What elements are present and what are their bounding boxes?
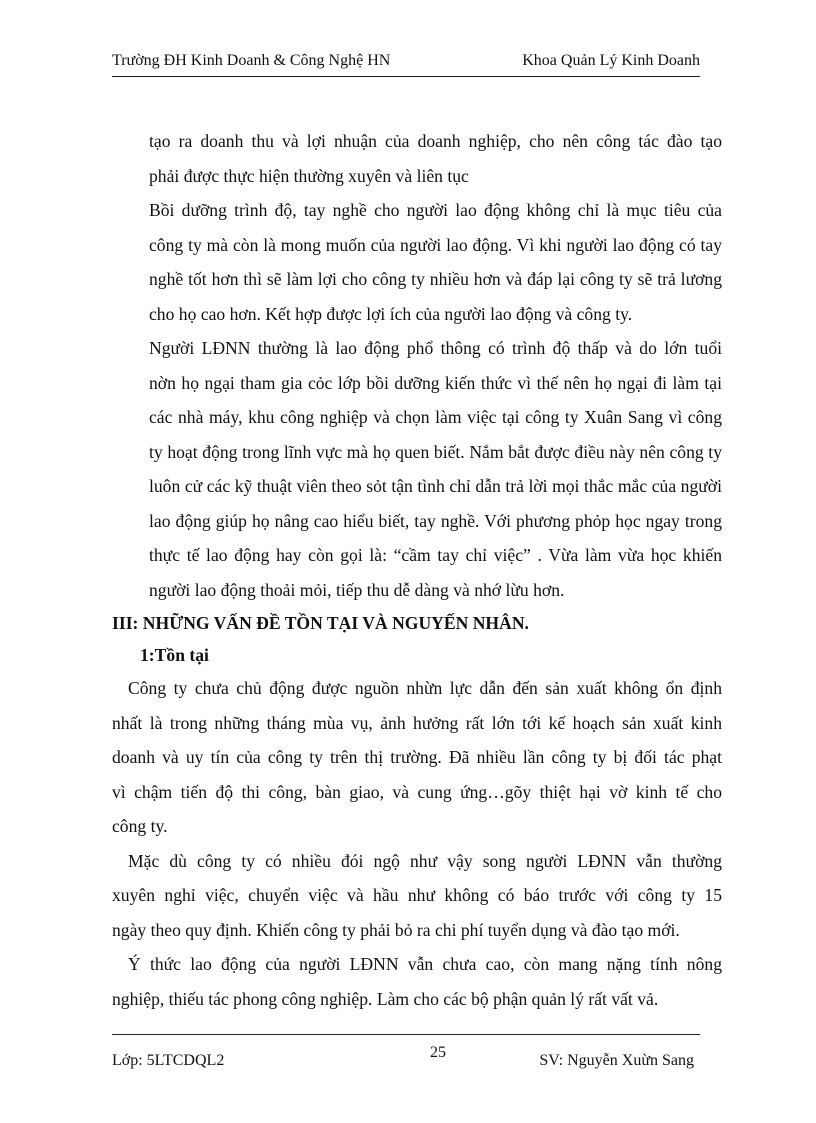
text-line: công ty mà còn là mong muốn của người lao động. Vì khi người lao động có tay	[149, 234, 722, 255]
text-line: các nhà máy, khu công nghiệp và chọn làm việc tại công ty Xuân Sang vì công	[149, 407, 722, 427]
footer-class: Lớp: 5LTCDQL2	[112, 1052, 225, 1069]
text-line: phải được thực hiện thường xuyên và liên tục	[149, 165, 469, 186]
text-line: cho họ cao hơn. Kết hợp được lợi ích của người lao động và công ty.	[149, 303, 633, 324]
document-body	[112, 124, 722, 1016]
text-line: nhất là trong những tháng mùa vụ, ảnh hưởng rất lớn tới kế hoạch sản xuất kinh	[112, 712, 722, 733]
footer-student: SV: Nguyễn Xuừn Sang	[539, 1052, 694, 1069]
text-line: nờn họ ngại tham gia cỏc lớp bồi dưỡng kiến thức vì thế nên họ ngại đi làm tại	[149, 372, 722, 393]
text-line: tạo ra doanh thu và lợi nhuận của doanh nghiệp, cho nên công tác đào tạo	[149, 131, 722, 151]
header-faculty: Khoa Quản Lý Kinh Doanh	[522, 52, 700, 69]
text-line: Bồi dưỡng trình độ, tay nghề cho người lao động không chỉ là mục tiêu của	[149, 200, 722, 220]
text-line: thực tế lao động hay còn gọi là: “cầm tay chỉ việc” . Vừa làm vừa học khiến	[149, 545, 722, 565]
paragraph-awareness	[112, 947, 722, 1016]
text-line: vì chậm tiến độ thi công, bàn giao, và cung ứng…gõy thiệt hại vờ kinh tế cho	[112, 781, 722, 802]
header-university: Trường ĐH Kinh Doanh & Công Nghệ HN	[112, 52, 391, 69]
text-line: Người LĐNN thường là lao động phổ thông có trình độ thấp và do lớn tuổi	[149, 338, 722, 358]
page-footer	[112, 1044, 700, 1074]
text-line: ngày theo quy định. Khiến công ty phải bỏ ra chi phí tuyển dụng và đào tạo mới.	[112, 919, 680, 940]
paragraph-workers	[112, 331, 722, 607]
text-line: nghề tốt hơn thì sẽ làm lợi cho công ty nhiều hơn và đáp lại công ty sẽ trả lương	[149, 269, 722, 289]
subsection-heading: 1:Tồn tại	[140, 645, 209, 665]
text-line: doanh và uy tín của công ty trên thị trường. Đã nhiều lần công ty bị đối tác phạt	[112, 747, 722, 767]
paragraph-skills	[112, 193, 722, 331]
text-line: công ty.	[112, 816, 168, 836]
page-number: 25	[430, 1044, 446, 1061]
text-line: luôn cử các kỹ thuật viên theo sỏt tận tình chỉ dẫn trả lời mọi thắc mắc của người	[149, 476, 722, 496]
paragraph-existing-issues	[112, 671, 722, 844]
text-line: người lao động thoải mỏi, tiếp thu dễ dàng và nhớ lừu hơn.	[149, 579, 565, 600]
text-line: lao động giúp họ nâng cao hiểu biết, tay nghề. Với phương phỏp học ngay trong	[149, 510, 722, 531]
text-line: ty hoạt động trong lĩnh vực mà họ quen biết. Nắm bắt được điều này nên công ty	[149, 441, 722, 462]
footer-divider	[112, 1034, 700, 1035]
paragraph-turnover	[112, 844, 722, 948]
section-heading: III: NHỮNG VẤN ĐỀ TỒN TẠI VÀ NGUYẾN NHÂN.	[112, 613, 529, 633]
text-line: xuyên nghỉ việc, chuyển việc và hầu như không có báo trước với công ty 15	[112, 885, 722, 905]
text-line: Mặc dù công ty có nhiều đói ngộ như vậy song người LĐNN vẫn thường	[128, 850, 722, 871]
text-line: Công ty chưa chủ động được nguồn nhừn lực dẫn đến sản xuất không ổn định	[128, 678, 722, 698]
text-line: Ý thức lao động của người LĐNN vẫn chưa cao, còn mang nặng tính nông	[128, 954, 722, 974]
page-header	[112, 48, 700, 77]
text-line: nghiệp, thiếu tác phong công nghiệp. Làm cho các bộ phận quản lý rất vất vả.	[112, 988, 659, 1009]
paragraph-training	[112, 124, 722, 193]
